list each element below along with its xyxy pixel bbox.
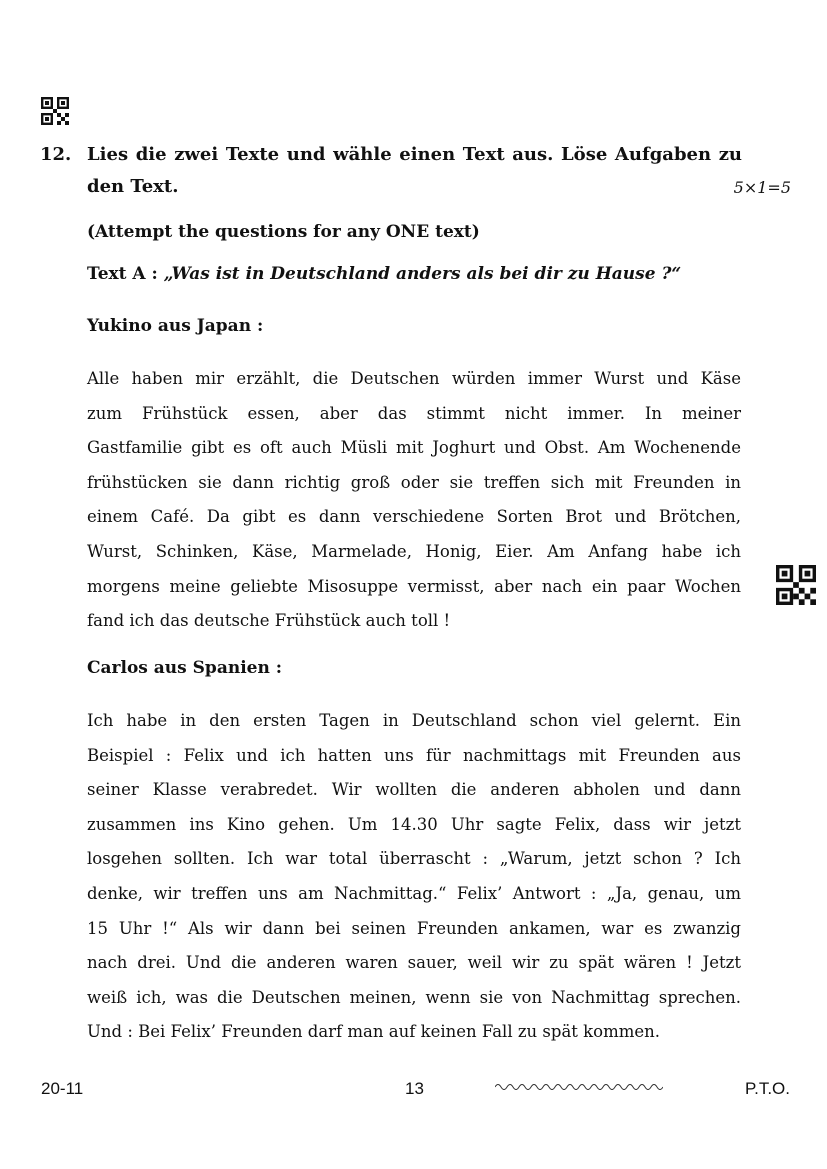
question-instruction-line2: den Text.	[87, 176, 179, 197]
qr-code-icon	[41, 97, 69, 125]
paragraph-line: morgens meine geliebte Misosuppe vermisst, aber nach ein paar Wochen	[87, 576, 741, 596]
question-marks: 5×1=5	[733, 178, 791, 197]
paper-code: 20-11	[41, 1079, 84, 1098]
qr-code-icon	[776, 565, 816, 605]
speaker-heading-carlos: Carlos aus Spanien :	[87, 658, 283, 678]
paragraph-line: denke, wir treffen uns am Nachmittag.“ Felix’ Antwort : „Ja, genau, um	[87, 883, 741, 903]
paragraph-line: zum Frühstück essen, aber das stimmt nicht immer. In meiner	[87, 403, 741, 423]
paragraph-yukino	[87, 362, 741, 639]
wavy-line-icon	[495, 1081, 663, 1093]
paragraph-line: losgehen sollten. Ich war total überrascht : „Warum, jetzt schon ? Ich	[87, 849, 741, 869]
paragraph-line: Wurst, Schinken, Käse, Marmelade, Honig, Eier. Am Anfang habe ich	[87, 541, 741, 561]
paragraph-line: fand ich das deutsche Frühstück auch toll !	[87, 611, 451, 631]
paragraph-line: zusammen ins Kino gehen. Um 14.30 Uhr sagte Felix, dass wir jetzt	[87, 814, 741, 834]
paragraph-line: einem Café. Da gibt es dann verschiedene Sorten Brot und Brötchen,	[87, 507, 741, 527]
please-turn-over: P.T.O.	[744, 1079, 790, 1098]
text-a-title: „Was ist in Deutschland anders als bei dir zu Hause ?“	[163, 264, 682, 284]
paragraph-line: Alle haben mir erzählt, die Deutschen würden immer Wurst und Käse	[87, 369, 741, 388]
page-number: 13	[405, 1079, 424, 1098]
paragraph-line: weiß ich, was die Deutschen meinen, wenn sie von Nachmittag sprechen.	[87, 987, 741, 1007]
attempt-instruction: (Attempt the questions for any ONE text)	[87, 222, 480, 242]
paragraph-line: seiner Klasse verabredet. Wir wollten die anderen abholen und dann	[87, 780, 741, 800]
paragraph-line: 15 Uhr !“ Als wir dann bei seinen Freunden ankamen, war es zwanzig	[87, 918, 741, 938]
paragraph-line: nach drei. Und die anderen waren sauer, weil wir zu spät wären ! Jetzt	[87, 953, 741, 973]
question-instruction-line1: Lies die zwei Texte und wähle einen Text aus. Löse Aufgaben zu	[87, 144, 742, 165]
speaker-heading-yukino: Yukino aus Japan :	[87, 316, 264, 336]
text-a-label: Text A :	[87, 264, 158, 284]
paragraph-carlos	[87, 704, 741, 1050]
paragraph-line: Ich habe in den ersten Tagen in Deutschland schon viel gelernt. Ein	[87, 711, 741, 730]
question-number: 12.	[40, 144, 72, 165]
text-a-heading	[87, 264, 681, 284]
paragraph-line: Gastfamilie gibt es oft auch Müsli mit Joghurt und Obst. Am Wochenende	[87, 438, 741, 458]
paragraph-line: Beispiel : Felix und ich hatten uns für nachmittags mit Freunden aus	[87, 745, 741, 765]
paragraph-line: frühstücken sie dann richtig groß oder sie treffen sich mit Freunden in	[87, 472, 741, 492]
paragraph-line: Und : Bei Felix’ Freunden darf man auf keinen Fall zu spät kommen.	[87, 1022, 661, 1042]
